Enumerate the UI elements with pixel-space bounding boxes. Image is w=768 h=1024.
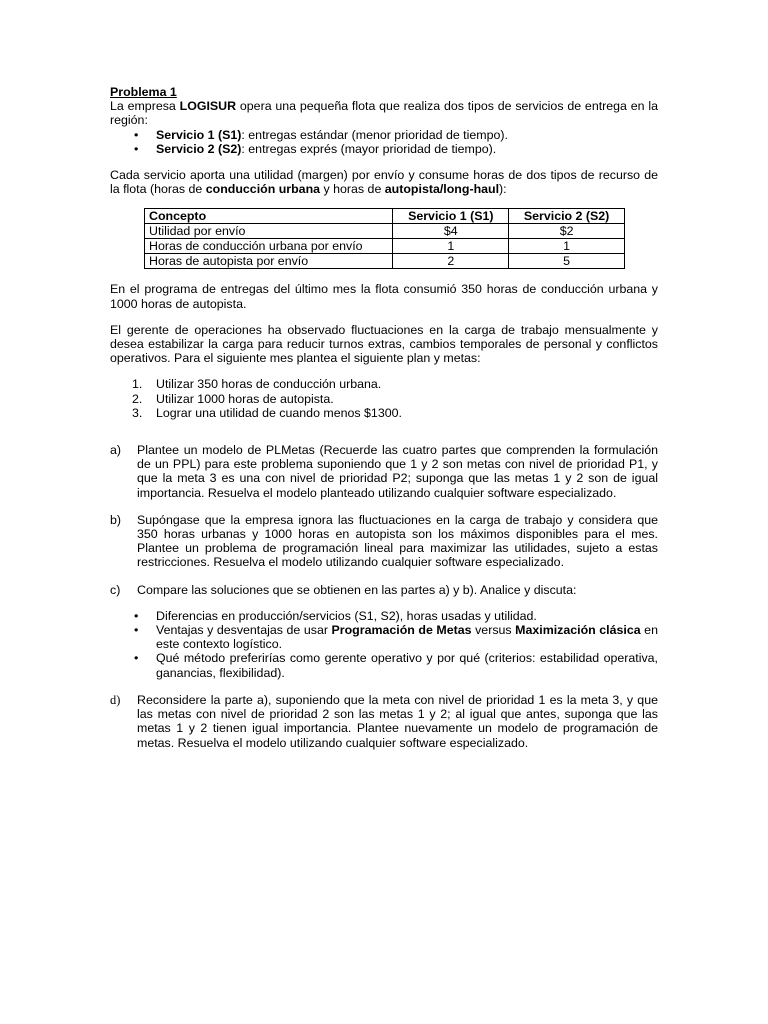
service-name: Servicio 2 (S2): [156, 141, 242, 156]
services-list: [110, 128, 658, 156]
table-cell: 1: [393, 239, 509, 254]
goal-text: Utilizar 1000 horas de autopista.: [156, 391, 334, 406]
table-cell: 5: [509, 254, 625, 269]
manager-paragraph: El gerente de operaciones ha observado fluctuaciones en la carga de trabajo mensualmente y desea estabilizar la carga para reducir turnos extras, cambios temporales de personal y conflictos operativos. Para el siguiente mes plantea el siguiente plan y metas:: [110, 322, 658, 366]
list-item: [110, 406, 658, 420]
part-text: Compare las soluciones que se obtienen en las partes a) y b). Analice y discuta:: [137, 582, 577, 597]
part-text: Reconsidere la parte a), suponiendo que la meta con nivel de prioridad 1 es la meta 3, y que las metas con nivel de prioridad 2 son las metas 1 y 2; al igual que antes, suponga que las metas 1 y 2 tienen igual importancia. Plantee nuevamente un modelo de programación de metas. Resuelva el modelo utilizando cualquier software especializado.: [137, 692, 658, 750]
urban-term: conducción urbana: [205, 182, 321, 197]
table-header: Servicio 2 (S2): [509, 209, 625, 224]
resources-text: Cada servicio aporta una utilidad (margen) por envío y consume horas de dos tipos de recurso de la flota (horas de: [110, 168, 658, 197]
table-cell: 2: [393, 254, 509, 269]
part-b: [110, 513, 658, 570]
list-item: • Qué método preferirías como gerente operativo y por qué (criterios: estabilidad operativa, ganancias, flexibilidad).: [110, 651, 658, 679]
table-cell: Utilidad por envío: [145, 224, 393, 239]
highway-term: autopista/long-haul: [384, 182, 500, 197]
intro-text-end: opera una pequeña flota que realiza dos tipos de servicios de entrega en la región:: [110, 99, 658, 128]
table-cell: Horas de conducción urbana por envío: [145, 239, 393, 254]
table-cell: Horas de autopista por envío: [145, 254, 393, 269]
part-d: [110, 693, 658, 750]
resources-paragraph: [110, 168, 658, 196]
goal-number: 2.: [132, 391, 143, 406]
table-header: Servicio 1 (S1): [393, 209, 509, 224]
service-desc: : entregas exprés (mayor prioridad de tiempo).: [241, 141, 497, 156]
goal-number: 1.: [132, 377, 143, 392]
part-c: [110, 583, 658, 597]
resources-text-end: ):: [499, 182, 507, 197]
service-desc: : entregas estándar (menor prioridad de tiempo).: [241, 127, 508, 142]
part-label: c): [110, 582, 121, 597]
goal-text: Utilizar 350 horas de conducción urbana.: [156, 377, 382, 392]
list-item: [110, 128, 658, 142]
service-name: Servicio 1 (S1): [156, 127, 242, 142]
part-label: a): [110, 443, 122, 458]
goal-text: Lograr una utilidad de cuando menos $1300.: [156, 405, 402, 420]
list-item: [110, 392, 658, 406]
list-item: [110, 623, 658, 651]
document-page: [110, 85, 658, 750]
data-table: [144, 208, 625, 269]
part-text: Supóngase que la empresa ignora las fluctuaciones en la carga de trabajo y considera que 350 horas urbanas y 1000 horas en autopista son los máximos disponibles para el mes. Plantee un problema de programación lineal para maximizar las utilidades, sujeto a estas restricciones. Resuelva el modelo utilizando cualquier software especializado.: [137, 512, 658, 570]
intro-paragraph: [110, 99, 658, 127]
bullet-text: Ventajas y desventajas de usar: [156, 623, 332, 638]
table-row: [145, 239, 625, 254]
company-name: LOGISUR: [179, 99, 237, 114]
table-row: [145, 254, 625, 269]
resources-text-mid: y horas de: [320, 182, 385, 197]
list-item: • Diferencias en producción/servicios (S1, S2), horas usadas y utilidad.: [110, 609, 658, 623]
part-text: Plantee un modelo de PLMetas (Recuerde las cuatro partes que comprenden la formulación de un PPL) para este problema suponiendo que 1 y 2 son metas con nivel de prioridad P1, y que la meta 3 es una con nivel de prioridad P2; suponga que las metas 1 y 2 son de igual importancia. Resuelva el modelo planteado utilizando cualquier software especializado.: [137, 443, 658, 500]
intro-text: La empresa: [110, 99, 180, 114]
part-label: b): [110, 512, 122, 527]
part-a: [110, 443, 658, 500]
table-header: Concepto: [145, 209, 393, 224]
discussion-list: [110, 609, 658, 680]
list-item: [110, 377, 658, 391]
table-cell: $2: [509, 224, 625, 239]
table-cell: 1: [509, 239, 625, 254]
bullet-term: Maximización clásica: [515, 623, 641, 638]
bullet-term: Programación de Metas: [331, 623, 472, 638]
bullet-text: en este contexto logístico.: [156, 623, 658, 652]
bullet-text: versus: [471, 623, 516, 638]
table-header-row: [145, 209, 625, 224]
list-item: [110, 142, 658, 156]
table-row: [145, 224, 625, 239]
problem-title: Problema 1: [110, 85, 177, 99]
goal-number: 3.: [132, 405, 143, 420]
table-cell: $4: [393, 224, 509, 239]
part-label: d): [110, 692, 121, 707]
consumption-paragraph: En el programa de entregas del último mes la flota consumió 350 horas de conducción urbana y 1000 horas de autopista.: [110, 282, 658, 311]
goals-list: [110, 377, 658, 420]
